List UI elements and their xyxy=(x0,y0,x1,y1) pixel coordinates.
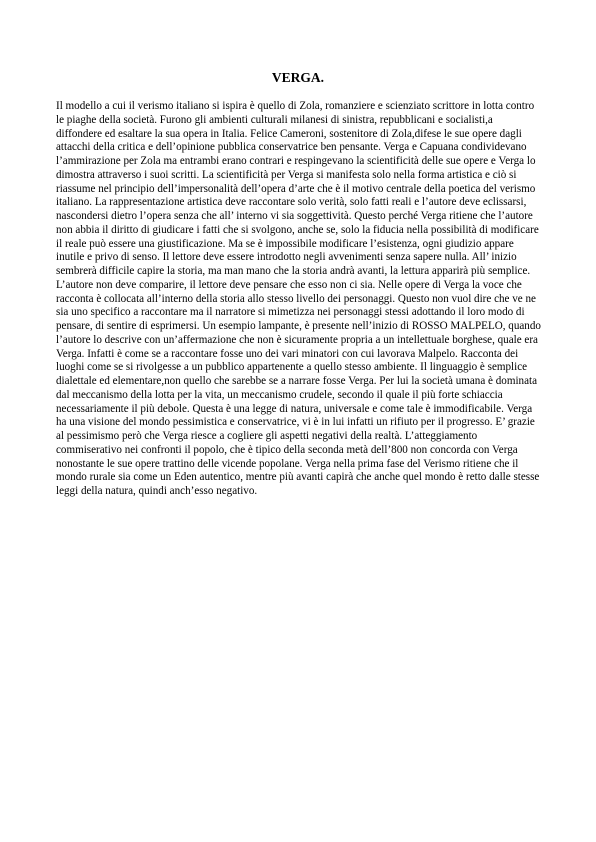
body-paragraph: Il modello a cui il verismo italiano si ispira è quello di Zola, romanziere e scienziato scrittore in lotta contro le piaghe della società. Furono gli ambienti culturali milanesi di sinistra, repubblicani e socialisti,a diffondere ed esaltare la sua opera in Italia. Felice Cameroni, sostenitore di Zola,difese le sue opere dagli attacchi della critica e dell’opinione pubblica conservatrice ben pensante. Verga e Capuana condividevano l’ammirazione per Zola ma entrambi erano contrari e respingevano la scientificità delle sue opere e Verga lo dimostra attraverso i suoi scritti. La scientificità per Verga si manifesta solo nella forma artistica e ciò si riassume nel principio dell’impersonalità dell’opera d’arte che è il motivo centrale della poetica del verismo italiano. La rappresentazione artistica deve raccontare solo verità, solo fatti reali e l’autore deve eclissarsi, nascondersi dietro l’opera senza che all’ interno vi sia soggettività. Questo perché Verga ritiene che l’autore non abbia il diritto di giudicare i fatti che si svolgono, anche se, solo la fiducia nella possibilità di modificare il reale può essere una giustificazione. Ma se è impossibile modificare l’esistenza, ogni giudizio appare inutile e privo di senso. Il lettore deve essere introdotto negli avvenimenti senza sapere nulla. All’ inizio sembrerà difficile capire la storia, ma man mano che la storia andrà avanti, la lettura apparirà più semplice. L’autore non deve comparire, il lettore deve pensare che esso non ci sia. Nelle opere di Verga la voce che racconta è collocata all’interno della storia allo stesso livello dei personaggi. Questo non vuol dire che ve ne sia uno specifico a raccontare ma il narratore si mimetizza nei personaggi stessi adottando il loro modo di pensare, di sentire di esprimersi. Un esempio lampante, è presente nell’inizio di ROSSO MALPELO, quando l’autore lo descrive con un’affermazione che non è sicuramente propria a un intellettuale borghese, quale era Verga. Infatti è come se a raccontare fosse uno dei vari minatori con cui lavorava Malpelo. Racconta dei luoghi come se si rivolgesse a un pubblico appartenente a quello stesso ambiente. Il linguaggio è semplice dialettale ed elementare,non quello che sarebbe se a narrare fosse Verga. Per lui la società umana è dominata dal meccanismo della lotta per la vita, un meccanismo crudele, secondo il quale il più forte schiaccia necessariamente il più debole. Questa è una legge di natura, universale e come tale è immodificabile. Verga ha una visione del mondo pessimistica e conservatrice, vi è in lui infatti un rifiuto per il progresso. E’ grazie al pessimismo però che Verga riesce a cogliere gli aspetti negativi della realtà. L’atteggiamento commiserativo nei confronti il popolo, che è tipico della seconda metà dell’800 non concorda con Verga nonostante le sue opere trattino delle vicende popolane. Verga nella prima fase del Verismo ritiene che il mondo rurale sia come un Eden autentico, mentre più avanti capirà che anche quel mondo è retto dalle stesse leggi della natura, quindi anch’esso negativo. xyxy=(56,100,541,497)
page-title: VERGA. xyxy=(271,70,325,85)
